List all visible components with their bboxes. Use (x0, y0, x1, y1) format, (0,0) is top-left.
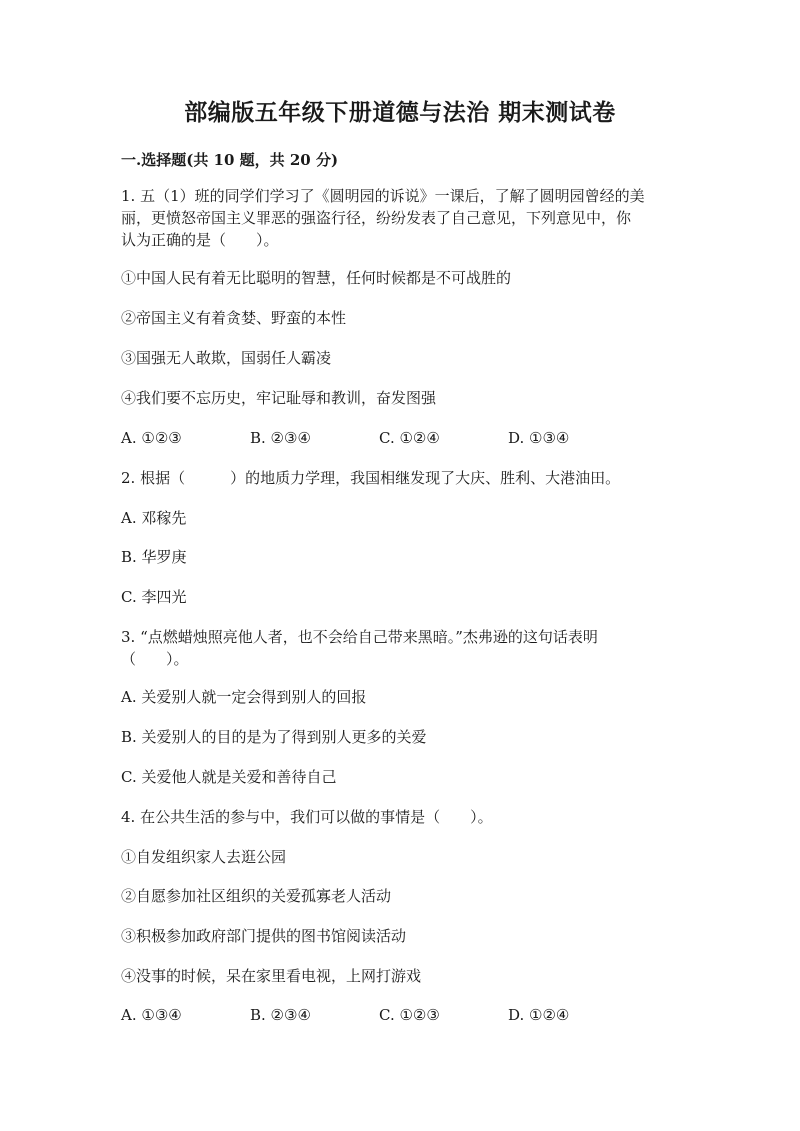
q1-stem-line-2: 丽，更愤怒帝国主义罪恶的强盗行径，纷纷发表了自己意见，下列意见中，你 (121, 209, 632, 227)
q3-stem-line-2: （ ）。 (121, 650, 189, 668)
q4-item-1: ①自发组织家人去逛公园 (121, 848, 287, 866)
q1-item-1: ①中国人民有着无比聪明的智慧，任何时候都是不可战胜的 (121, 269, 512, 287)
q4-item-4: ④没事的时候，呆在家里看电视，上网打游戏 (121, 967, 422, 985)
q4-option-c: C. ①②③ (379, 1006, 440, 1024)
q1-stem-line-1: 1. 五（1）班的同学们学习了《圆明园的诉说》一课后，了解了圆明园曾经的美 (121, 187, 645, 205)
q3-option-c: C. 关爱他人就是关爱和善待自己 (121, 768, 337, 786)
page-title: 部编版五年级下册道德与法治 期末测试卷 (184, 99, 616, 126)
q1-option-b: B. ②③④ (250, 429, 311, 447)
section-heading: 一.选择题(共 10 题，共 20 分) (121, 151, 339, 169)
q2-option-c: C. 李四光 (121, 588, 187, 606)
q1-item-3: ③国强无人敢欺，国弱任人霸凌 (121, 349, 332, 367)
q1-item-2: ②帝国主义有着贪婪、野蛮的本性 (121, 309, 347, 327)
q4-item-3: ③积极参加政府部门提供的图书馆阅读活动 (121, 927, 407, 945)
q3-option-a: A. 关爱别人就一定会得到别人的回报 (121, 688, 367, 706)
q4-option-b: B. ②③④ (250, 1006, 311, 1024)
q4-stem: 4. 在公共生活的参与中，我们可以做的事情是（ ）。 (121, 808, 493, 826)
q4-option-d: D. ①②④ (508, 1006, 570, 1024)
q2-option-a: A. 邓稼先 (121, 509, 187, 527)
q4-item-2: ②自愿参加社区组织的关爱孤寡老人活动 (121, 887, 392, 905)
q4-option-a: A. ①③④ (121, 1006, 182, 1024)
q1-option-c: C. ①②④ (379, 429, 440, 447)
q3-stem-line-1: 3. “点燃蜡烛照亮他人者，也不会给自己带来黑暗。”杰弗逊的这句话表明 (121, 628, 598, 646)
q3-option-b: B. 关爱别人的目的是为了得到别人更多的关爱 (121, 728, 427, 746)
q2-option-b: B. 华罗庚 (121, 548, 187, 566)
q1-item-4: ④我们要不忘历史，牢记耻辱和教训，奋发图强 (121, 389, 437, 407)
q1-option-a: A. ①②③ (121, 429, 182, 447)
q1-option-d: D. ①③④ (508, 429, 570, 447)
q2-stem: 2. 根据（ ）的地质力学理，我国相继发现了大庆、胜利、大港油田。 (121, 469, 621, 487)
q1-stem-line-3: 认为正确的是（ ）。 (121, 231, 279, 249)
